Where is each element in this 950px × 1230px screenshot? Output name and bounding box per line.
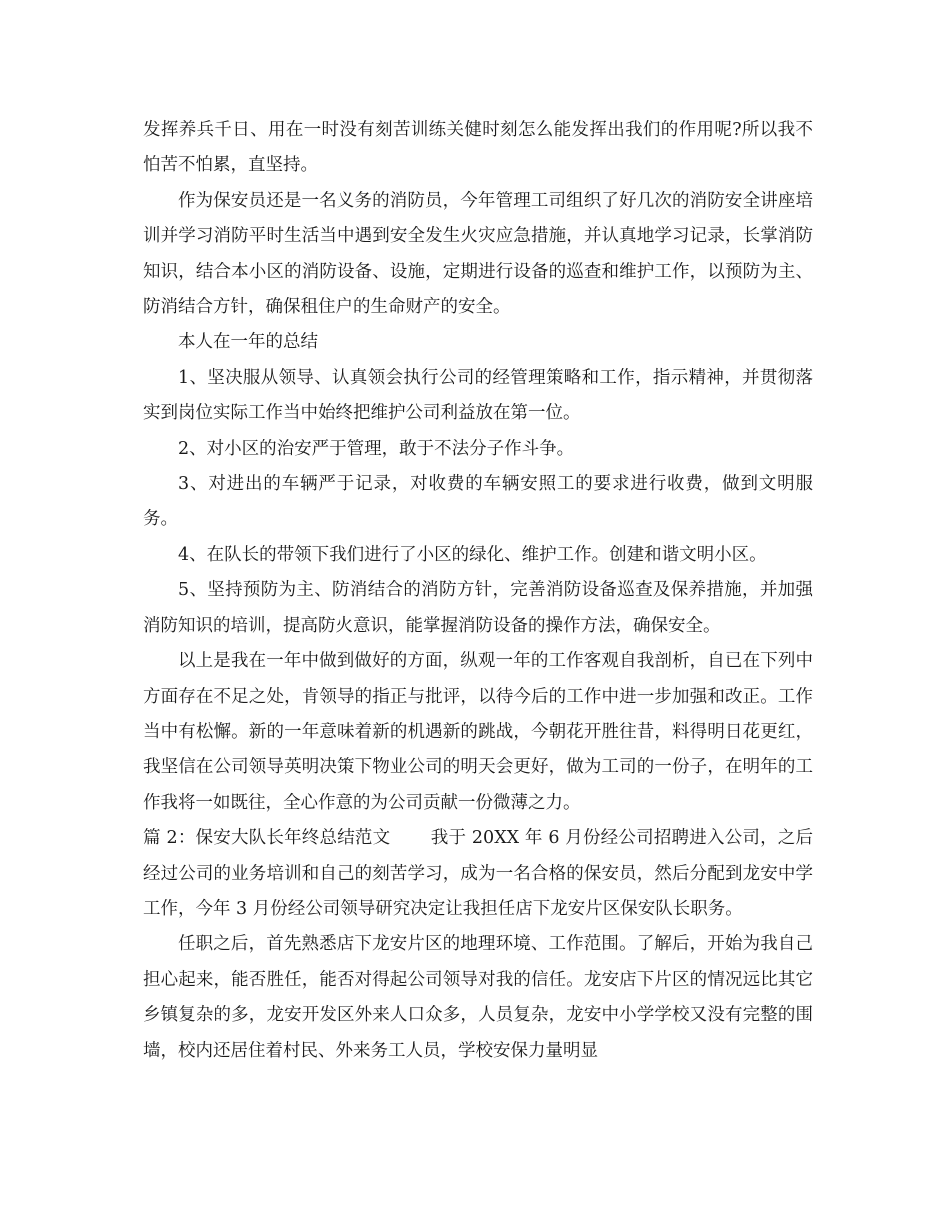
paragraph-appointment: 任职之后，首先熟悉店下龙安片区的地理环境、工作范围。了解后，开始为我自己担心起来，能否胜任，能否对得起公司领导对我的信任。龙安店下片区的情况远比其它乡镇复杂的多，龙安开发区外来人口众多，人员复杂，龙安中小学学校又没有完整的围墙，校内还居住着村民、外来务工人员，学校安保力量明显 bbox=[143, 934, 813, 1061]
article-2-intro: 篇 2：保安大队长年终总结范文 我于 20XX 年 6 月份经公司招聘进入公司，之后经过公司的业务培训和自己的刻苦学习，成为一名合格的保安员，然后分配到龙安中学工作，今年 3 月份经公司领导研究决定让我担任店下龙安片区保安队长职务。 bbox=[143, 828, 813, 919]
paragraph-summary: 以上是我在一年中做到做好的方面，纵观一年的工作客观自我剖析，自已在下列中方面存在不足之处，肯领导的指正与批评，以待今后的工作中进一步加强和改正。工作当中有松懈。新的一年意味着新的机遇新的跳战，今朝花开胜往昔，料得明日花更红，我坚信在公司领导英明决策下物业公司的明天会更好，做为工司的一份子，在明年的工作我将一如既往，全心作意的为公司贡献一份微薄之力。 bbox=[143, 651, 813, 813]
section-heading: 本人在一年的总结 bbox=[178, 332, 318, 353]
paragraph-2: 作为保安员还是一名义务的消防员，今年管理工司组织了好几次的消防安全讲座培训并学习消防平时生活当中遇到安全发生火灾应急措施，并认真地学习记录，长掌消防知识，结合本小区的消防设备、设施，定期进行设备的巡查和维护工作，以预防为主、防消结合方针，确保租住户的生命财产的安全。 bbox=[143, 190, 813, 318]
list-item-2: 2、对小区的治安严于管理，敢于不法分子作斗争。 bbox=[178, 438, 575, 459]
list-item-3: 3、对进出的车辆严于记录，对收费的车辆安照工的要求进行收费，做到文明服务。 bbox=[143, 474, 813, 530]
list-item-1: 1、坚决服从领导、认真领会执行公司的经管理策略和工作，指示精神，并贯彻落实到岗位实际工作当中始终把维护公司利益放在第一位。 bbox=[143, 367, 813, 424]
list-item-4: 4、在队长的带领下我们进行了小区的绿化、维护工作。创建和谐文明小区。 bbox=[178, 544, 767, 565]
list-item-5: 5、坚持预防为主、防消结合的消防方针，完善消防设备巡查及保养措施，并加强消防知识的培训，提高防火意识，能掌握消防设备的操作方法，确保安全。 bbox=[143, 580, 813, 636]
paragraph-1: 发挥养兵千日、用在一时没有刻苦训练关健时刻怎么能发挥出我们的作用呢?所以我不怕苦不怕累，直坚持。 bbox=[143, 120, 813, 176]
document-body bbox=[143, 113, 813, 1069]
